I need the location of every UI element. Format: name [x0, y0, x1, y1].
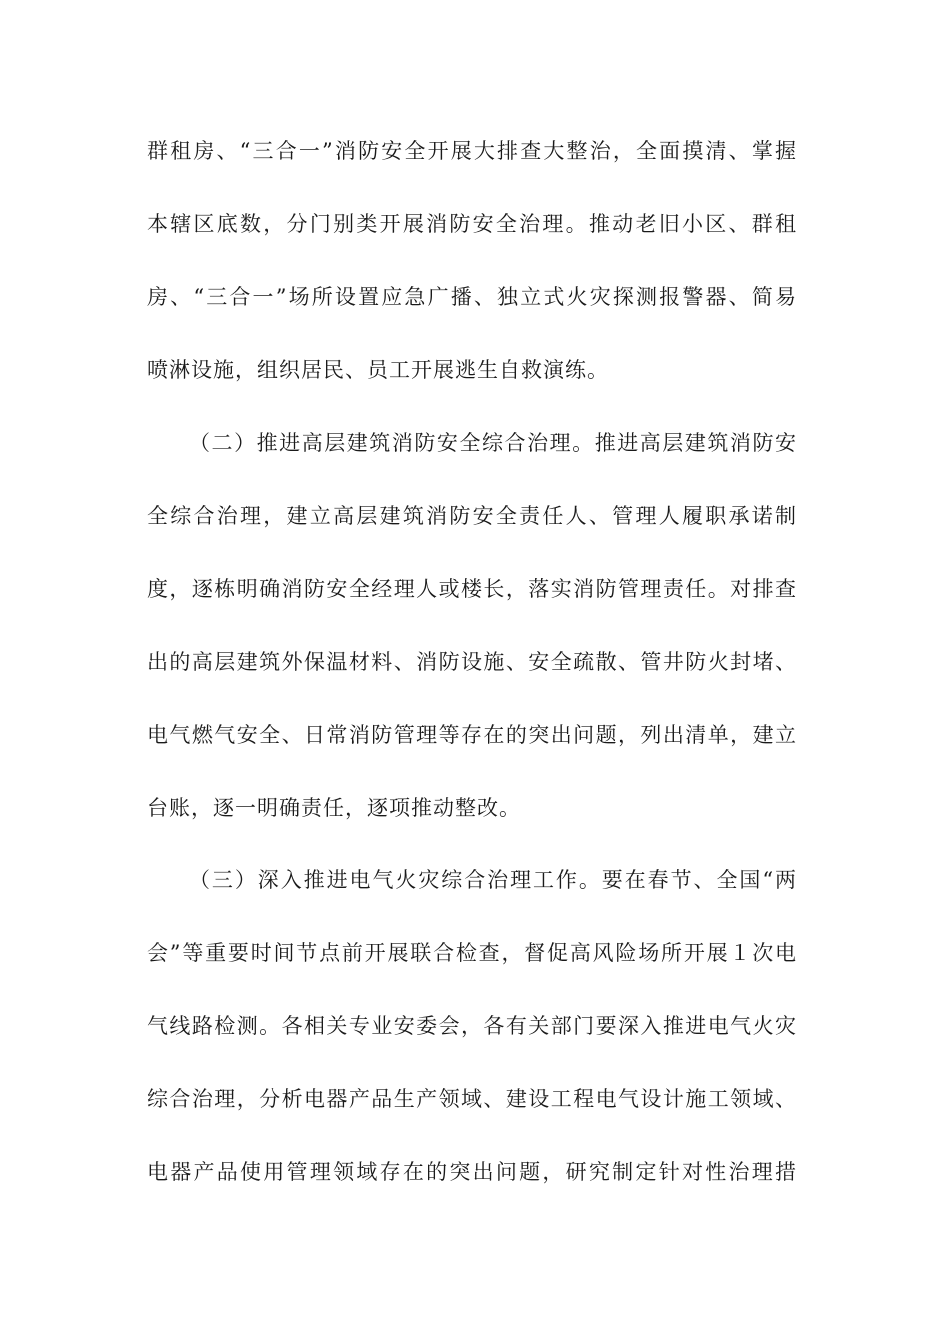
- text-line: 喷淋设施，组织居民、员工开展逃生自救演练。: [147, 358, 609, 382]
- text-line: 电气燃气安全、日常消防管理等存在的突出问题，列出清单，建立: [147, 723, 797, 747]
- text-line: 全综合治理，建立高层建筑消防安全责任人、管理人履职承诺制: [147, 504, 797, 528]
- paragraph-heading-line: （三）深入推进电气火灾综合治理工作。要在春节、全国“两: [189, 868, 797, 892]
- text-line: 度，逐栋明确消防安全经理人或楼长，落实消防管理责任。对排查: [147, 577, 797, 601]
- text-line: 会”等重要时间节点前开展联合检查，督促高风险场所开展１次电: [147, 941, 797, 965]
- text-line: 气线路检测。各相关专业安委会，各有关部门要深入推进电气火灾: [147, 1014, 797, 1038]
- text-line: 出的高层建筑外保温材料、消防设施、安全疏散、管井防火封堵、: [147, 650, 797, 674]
- text-line: 台账，逐一明确责任，逐项推动整改。: [147, 796, 521, 820]
- text-line: 电器产品使用管理领域存在的突出问题，研究制定针对性治理措: [147, 1160, 797, 1184]
- text-line: 房、“三合一”场所设置应急广播、独立式火灾探测报警器、简易: [147, 285, 797, 309]
- text-line: 综合治理，分析电器产品生产领域、建设工程电气设计施工领域、: [147, 1087, 797, 1111]
- text-line: 群租房、“三合一”消防安全开展大排查大整治，全面摸清、掌握: [147, 139, 797, 163]
- text-line: 本辖区底数，分门别类开展消防安全治理。推动老旧小区、群租: [147, 212, 797, 236]
- paragraph-heading-line: （二）推进高层建筑消防安全综合治理。推进高层建筑消防安: [189, 431, 797, 455]
